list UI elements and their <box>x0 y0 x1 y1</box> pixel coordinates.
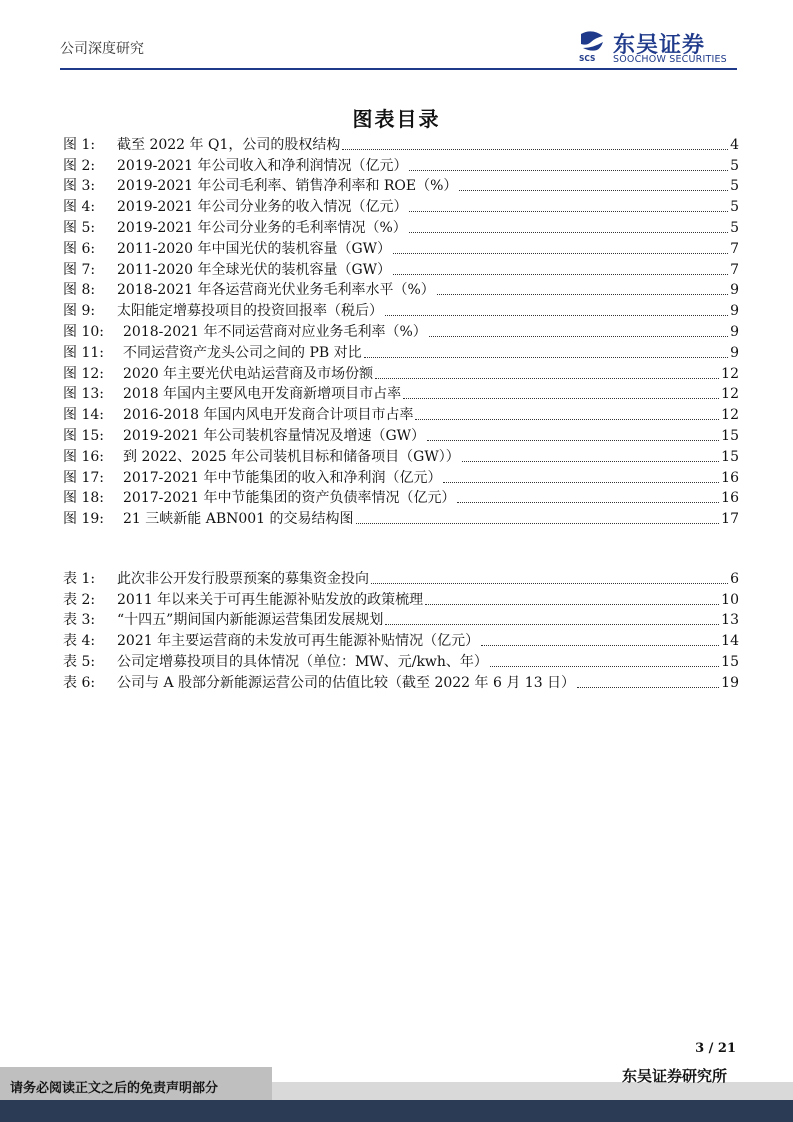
report-type: 公司深度研究 <box>60 41 144 57</box>
table-entry[interactable] <box>63 609 739 630</box>
figure-label: 图 10: <box>63 323 104 340</box>
figure-label: 图 12: <box>63 365 104 382</box>
dot-leader <box>385 623 719 625</box>
table-list <box>63 567 739 692</box>
table-entry[interactable] <box>63 588 739 609</box>
table-title: 2011 年以来关于可再生能源补贴发放的政策梳理 <box>117 591 424 608</box>
figure-page-number: 7 <box>730 240 739 257</box>
figure-page-number: 5 <box>730 219 739 236</box>
table-label: 表 5: <box>63 653 96 670</box>
table-label: 表 6: <box>63 674 96 691</box>
dot-leader <box>481 644 719 646</box>
figure-title: 截至 2022 年 Q1，公司的股权结构 <box>117 136 341 153</box>
figure-entry[interactable] <box>63 299 739 320</box>
figure-label: 图 13: <box>63 386 104 403</box>
table-title: 此次非公开发行股票预案的募集资金投向 <box>117 570 369 587</box>
dot-leader <box>385 314 728 316</box>
figure-title: 2018-2021 年不同运营商对应业务毛利率（%） <box>123 323 427 340</box>
figure-page-number: 16 <box>721 490 739 507</box>
figure-page-number: 5 <box>730 199 739 216</box>
figure-page-number: 7 <box>730 261 739 278</box>
figure-label: 图 17: <box>63 469 104 486</box>
toc-title: 图表目录 <box>352 107 441 131</box>
figure-label: 图 8: <box>63 282 96 299</box>
figure-entry[interactable] <box>63 424 739 445</box>
dot-leader <box>462 460 719 462</box>
figure-entry[interactable] <box>63 175 739 196</box>
figure-title: 到 2022、2025 年公司装机目标和储备项目（GW）） <box>123 448 460 465</box>
figure-title: 2019-2021 年公司装机容量情况及增速（GW） <box>123 427 426 444</box>
figure-label: 图 7: <box>63 261 96 278</box>
company-logo <box>577 30 737 66</box>
dot-leader <box>371 582 728 584</box>
figure-page-number: 5 <box>730 157 739 174</box>
figure-entry[interactable] <box>63 487 739 508</box>
figure-page-number: 12 <box>721 365 739 382</box>
figure-label: 图 4: <box>63 199 96 216</box>
figure-entry[interactable] <box>63 320 739 341</box>
figure-entry[interactable] <box>63 154 739 175</box>
figure-label: 图 1: <box>63 136 96 153</box>
logo-en: SOOCHOW SECURITIES <box>613 54 727 65</box>
figure-label: 图 6: <box>63 240 96 257</box>
figure-page-number: 17 <box>721 511 739 528</box>
figure-title: 2018-2021 年各运营商光伏业务毛利率水平（%） <box>117 282 435 299</box>
figure-title: 2016-2018 年国内风电开发商合计项目市占率 <box>123 407 414 424</box>
figure-entry[interactable] <box>63 195 739 216</box>
figure-title: 2019-2021 年公司分业务的收入情况（亿元） <box>117 199 408 216</box>
figure-title: 2020 年主要光伏电站运营商及市场份额 <box>123 365 374 382</box>
figure-title: 2019-2021 年公司分业务的毛利率情况（%） <box>117 219 407 236</box>
figure-entry[interactable] <box>63 466 739 487</box>
figure-page-number: 12 <box>721 386 739 403</box>
figure-label: 图 9: <box>63 303 96 320</box>
dot-leader <box>425 603 719 605</box>
dot-leader <box>490 665 719 667</box>
figure-label: 图 2: <box>63 157 96 174</box>
figure-title: 21 三峡新能 ABN001 的交易结构图 <box>123 511 354 528</box>
figure-title: 2017-2021 年中节能集团的收入和净利润（亿元） <box>123 469 442 486</box>
logo-mark-icon <box>577 30 607 64</box>
figure-page-number: 15 <box>721 448 739 465</box>
figure-label: 图 14: <box>63 407 104 424</box>
figure-title: 2019-2021 年公司毛利率、销售净利率和 ROE（%） <box>117 178 458 195</box>
table-label: 表 2: <box>63 591 96 608</box>
figure-title: 2011-2020 年中国光伏的装机容量（GW） <box>117 240 392 257</box>
figure-entry[interactable] <box>63 133 739 154</box>
footer-disclaimer: 请务必阅读正文之后的免责声明部分 <box>10 1081 219 1096</box>
figure-title: 太阳能定增募投项目的投资回报率（税后） <box>117 303 383 320</box>
figure-entry[interactable] <box>63 362 739 383</box>
dot-leader <box>409 231 728 233</box>
logo-cn: 东吴证券 <box>613 33 706 58</box>
figure-page-number: 12 <box>721 407 739 424</box>
table-title: “十四五”期间国内新能源运营集团发展规划 <box>117 612 384 629</box>
dot-leader <box>437 293 728 295</box>
figure-entry[interactable] <box>63 403 739 424</box>
header-divider <box>60 68 737 70</box>
dot-leader <box>393 252 728 254</box>
figure-page-number: 16 <box>721 469 739 486</box>
figure-page-number: 4 <box>730 136 739 153</box>
table-page-number: 19 <box>721 674 739 691</box>
figure-label: 图 18: <box>63 490 104 507</box>
dot-leader <box>427 439 719 441</box>
footer-institute: 东吴证券研究所 <box>621 1067 727 1085</box>
dot-leader <box>443 481 719 483</box>
figure-page-number: 9 <box>730 282 739 299</box>
figure-title: 不同运营资产龙头公司之间的 PB 对比 <box>123 344 362 361</box>
figure-label: 图 15: <box>63 427 104 444</box>
figure-label: 图 5: <box>63 219 96 236</box>
table-label: 表 3: <box>63 612 96 629</box>
figure-title: 2018 年国内主要风电开发商新增项目市占率 <box>123 386 402 403</box>
dot-leader <box>457 501 719 503</box>
figure-label: 图 19: <box>63 511 104 528</box>
figure-title: 2019-2021 年公司收入和净利润情况（亿元） <box>117 157 408 174</box>
table-page-number: 13 <box>721 612 739 629</box>
table-entry[interactable] <box>63 567 739 588</box>
dot-leader <box>356 522 720 524</box>
figure-label: 图 16: <box>63 448 104 465</box>
table-page-number: 15 <box>721 653 739 670</box>
figure-page-number: 5 <box>730 178 739 195</box>
figure-label: 图 11: <box>63 344 104 361</box>
table-entry[interactable] <box>63 671 739 692</box>
table-page-number: 6 <box>730 570 739 587</box>
table-entry[interactable] <box>63 650 739 671</box>
figure-title: 2017-2021 年中节能集团的资产负债率情况（亿元） <box>123 490 456 507</box>
figure-entry[interactable] <box>63 258 739 279</box>
table-label: 表 4: <box>63 633 96 650</box>
figure-entry[interactable] <box>63 507 739 528</box>
footer-bar <box>0 1100 793 1122</box>
table-title: 公司与 A 股部分新能源运营公司的估值比较（截至 2022 年 6 月 13 日） <box>117 674 576 691</box>
dot-leader <box>375 377 719 379</box>
figure-page-number: 15 <box>721 427 739 444</box>
figure-label: 图 3: <box>63 178 96 195</box>
figure-entry[interactable] <box>63 341 739 362</box>
table-title: 公司定增募投项目的具体情况（单位：MW、元/kwh、年） <box>117 653 488 670</box>
table-label: 表 1: <box>63 570 96 587</box>
figure-entry[interactable] <box>63 237 739 258</box>
logo-mark-text: SCS <box>579 54 596 63</box>
figure-list <box>63 133 739 528</box>
dot-leader <box>415 418 719 420</box>
dot-leader <box>409 210 728 212</box>
figure-entry[interactable] <box>63 445 739 466</box>
dot-leader <box>403 397 719 399</box>
table-page-number: 14 <box>721 633 739 650</box>
dot-leader <box>409 169 728 171</box>
figure-page-number: 9 <box>730 303 739 320</box>
dot-leader <box>393 273 728 275</box>
figure-page-number: 9 <box>730 323 739 340</box>
dot-leader <box>342 148 728 150</box>
figure-page-number: 9 <box>730 344 739 361</box>
figure-entry[interactable] <box>63 383 739 404</box>
figure-entry[interactable] <box>63 216 739 237</box>
table-entry[interactable] <box>63 629 739 650</box>
page-indicator: 3 / 21 <box>695 1041 736 1056</box>
dot-leader <box>429 335 728 337</box>
figure-title: 2011-2020 年全球光伏的装机容量（GW） <box>117 261 392 278</box>
figure-entry[interactable] <box>63 279 739 300</box>
dot-leader <box>364 356 728 358</box>
table-title: 2021 年主要运营商的未发放可再生能源补贴情况（亿元） <box>117 633 480 650</box>
dot-leader <box>577 686 719 688</box>
table-page-number: 10 <box>721 591 739 608</box>
dot-leader <box>459 189 728 191</box>
